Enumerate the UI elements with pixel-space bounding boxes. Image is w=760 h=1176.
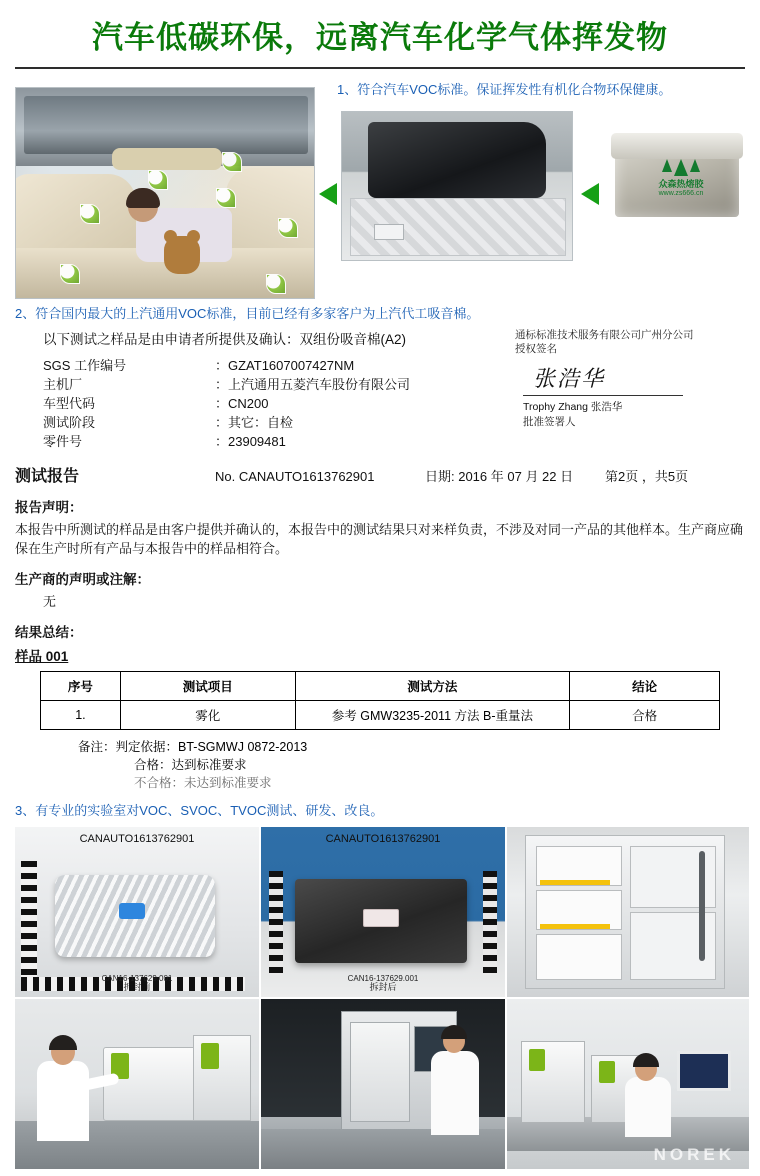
product-box-lid	[611, 133, 743, 159]
photo-product-box	[607, 115, 745, 255]
arrow-left-icon	[319, 183, 337, 205]
report-date: 日期: 2016 年 07 月 22 日	[425, 469, 574, 484]
table-cell-method: 参考 GMW3235-2011 方法 B-重量法	[295, 701, 570, 730]
handwritten-signature: 张浩华	[533, 366, 606, 391]
photo-caption-id: CAN16-137629.001	[347, 974, 419, 983]
photo-sample-sealed	[15, 827, 259, 997]
manufacturer-block	[15, 568, 745, 611]
ruler-left	[269, 871, 283, 975]
summary-block	[15, 621, 745, 665]
table-cell-index: 1.	[41, 701, 121, 730]
field-label: SGS 工作编号	[43, 358, 127, 373]
section-2-note: 2、符合国内最大的上汽通用VOC标准，目前已经有多家客户为上汽代工吸音棉。	[15, 306, 480, 321]
title-divider	[15, 67, 745, 69]
chamber-door	[350, 1022, 410, 1122]
field-label: 测试阶段	[43, 415, 96, 430]
lab-photo-grid	[15, 827, 745, 1169]
results-table-wrapper	[40, 671, 720, 730]
leaf-icon	[60, 264, 80, 284]
signature-role: 批准签署人	[523, 416, 576, 428]
instrument-tube	[699, 851, 705, 961]
field-value: ：CN200	[215, 396, 269, 411]
pine-trees-icon	[643, 159, 719, 176]
field-label: 主机厂	[43, 377, 83, 392]
summary-heading: 结果总结：	[15, 625, 83, 640]
photo-instrument-rack	[507, 827, 749, 997]
page-title-bar	[0, 0, 760, 63]
sample-heading: 样品 001	[15, 649, 69, 664]
photo-lab-workstation	[507, 999, 749, 1169]
car-headrest	[112, 148, 222, 170]
table-row	[41, 701, 720, 730]
signature-org-line2: 授权签名	[515, 343, 557, 355]
technician-body	[37, 1061, 89, 1141]
signature-rule	[523, 395, 683, 396]
signature-name: Trophy Zhang 张浩华	[523, 401, 623, 413]
instrument-accent-strip	[540, 924, 610, 929]
field-value: ：上汽通用五菱汽车股份有限公司	[215, 377, 411, 392]
statement-heading: 报告声明：	[15, 500, 83, 515]
sample-label	[119, 903, 145, 919]
table-header-row	[41, 672, 720, 701]
report-number: No. CANAUTO1613762901	[215, 469, 375, 484]
instrument-unit	[536, 934, 622, 980]
report-header-row	[15, 463, 745, 486]
photo-sample-unsealed	[261, 827, 505, 997]
statement-block	[15, 496, 745, 558]
field-label: 车型代码	[43, 396, 96, 411]
table-header-cell: 测试项目	[120, 672, 295, 701]
table-cell-item: 雾化	[120, 701, 295, 730]
leaf-icon	[222, 152, 242, 172]
report-page-indicator: 第2页 ，共5页	[605, 469, 689, 484]
technician-hair	[633, 1053, 659, 1067]
photo-technician-analyzer	[15, 999, 259, 1169]
analyzer-green-accent	[529, 1049, 545, 1071]
brand-url: www.zs666.cn	[658, 190, 704, 197]
photo-climate-chamber	[261, 999, 505, 1169]
leaf-icon	[148, 170, 168, 190]
technician-hair	[49, 1035, 77, 1050]
analyzer-green-accent	[599, 1061, 615, 1083]
report-field-row	[43, 432, 745, 451]
field-value: ：其它：自检	[215, 415, 294, 430]
chamber-floor	[261, 1129, 505, 1169]
photo-watermark: NOREK	[653, 1145, 735, 1164]
section-1-note: 1、符合汽车VOC标准。保证挥发性有机化合物环保健康。	[337, 82, 672, 97]
photo-caption-state: 拆封后	[369, 982, 397, 992]
remark-line-2: 合格：达到标准要求	[134, 758, 247, 772]
analyzer-green-accent	[201, 1043, 219, 1069]
photo-caption-top: CANAUTO1613762901	[79, 833, 195, 845]
table-cell-conclusion: 合格	[570, 701, 720, 730]
teddy-bear	[164, 236, 200, 274]
report-title: 测试报告	[15, 468, 80, 485]
table-header-cell: 序号	[41, 672, 121, 701]
leaf-icon	[216, 188, 236, 208]
manufacturer-heading: 生产商的声明或注解：	[15, 572, 150, 587]
field-value: ：23909481	[215, 434, 286, 449]
ruler-vertical	[21, 861, 37, 989]
leaf-icon	[266, 274, 286, 294]
insulation-black-part	[368, 122, 546, 198]
insulation-tag	[374, 224, 404, 240]
section-1	[15, 77, 745, 299]
photo-caption-state: 拆封前	[123, 982, 151, 992]
brand-logo	[643, 159, 719, 197]
computer-monitor	[677, 1051, 731, 1091]
section-3-note: 3、有专业的实验室对VOC、SVOC、TVOC测试、研发、改良。	[15, 803, 384, 818]
instrument-accent-strip	[540, 880, 610, 885]
report-intro: 以下测试之样品是由申请者所提供及确认：双组份吸音棉(A2)	[43, 332, 407, 347]
signature-org-line1: 通标标准技术服务有限公司广州分公司	[515, 329, 694, 341]
table-header-cell: 结论	[570, 672, 720, 701]
instrument-rack	[525, 835, 725, 989]
leaf-icon	[278, 218, 298, 238]
manufacturer-value: 无	[43, 594, 57, 609]
photo-caption-id: CAN16-137629.001	[101, 974, 173, 983]
results-table	[40, 671, 720, 730]
photo-sound-insulation	[341, 111, 573, 261]
photo-caption-top: CANAUTO1613762901	[325, 833, 441, 845]
remark-block	[78, 738, 760, 792]
table-header-cell: 测试方法	[295, 672, 570, 701]
field-label: 零件号	[43, 434, 83, 449]
ruler-right	[483, 871, 497, 975]
field-value: ：GZAT1607007427NM	[215, 358, 355, 373]
remark-line-3: 不合格：未达到标准要求	[134, 776, 272, 790]
sample-patch	[363, 909, 399, 927]
arrow-left-icon	[581, 183, 599, 205]
signature-block	[515, 328, 745, 429]
photo-car-interior	[15, 87, 315, 299]
leaf-icon	[80, 204, 100, 224]
test-report-block	[15, 328, 745, 486]
brand-name: 众森热熔胶	[658, 179, 704, 189]
technician-body	[431, 1051, 479, 1135]
technician-body	[625, 1077, 671, 1137]
statement-body: 本报告中所测试的样品是由客户提供并确认的，本报告中的测试结果只对来样负责，不涉及对同一产品的其他样本。生产商应确保在生产时所有产品与本报告中的样品相符合。	[15, 522, 744, 556]
page-title: 汽车低碳环保，远离汽车化学气体挥发物	[92, 20, 668, 55]
remark-line-1: 备注：判定依据：BT-SGMWJ 0872-2013	[78, 740, 308, 754]
